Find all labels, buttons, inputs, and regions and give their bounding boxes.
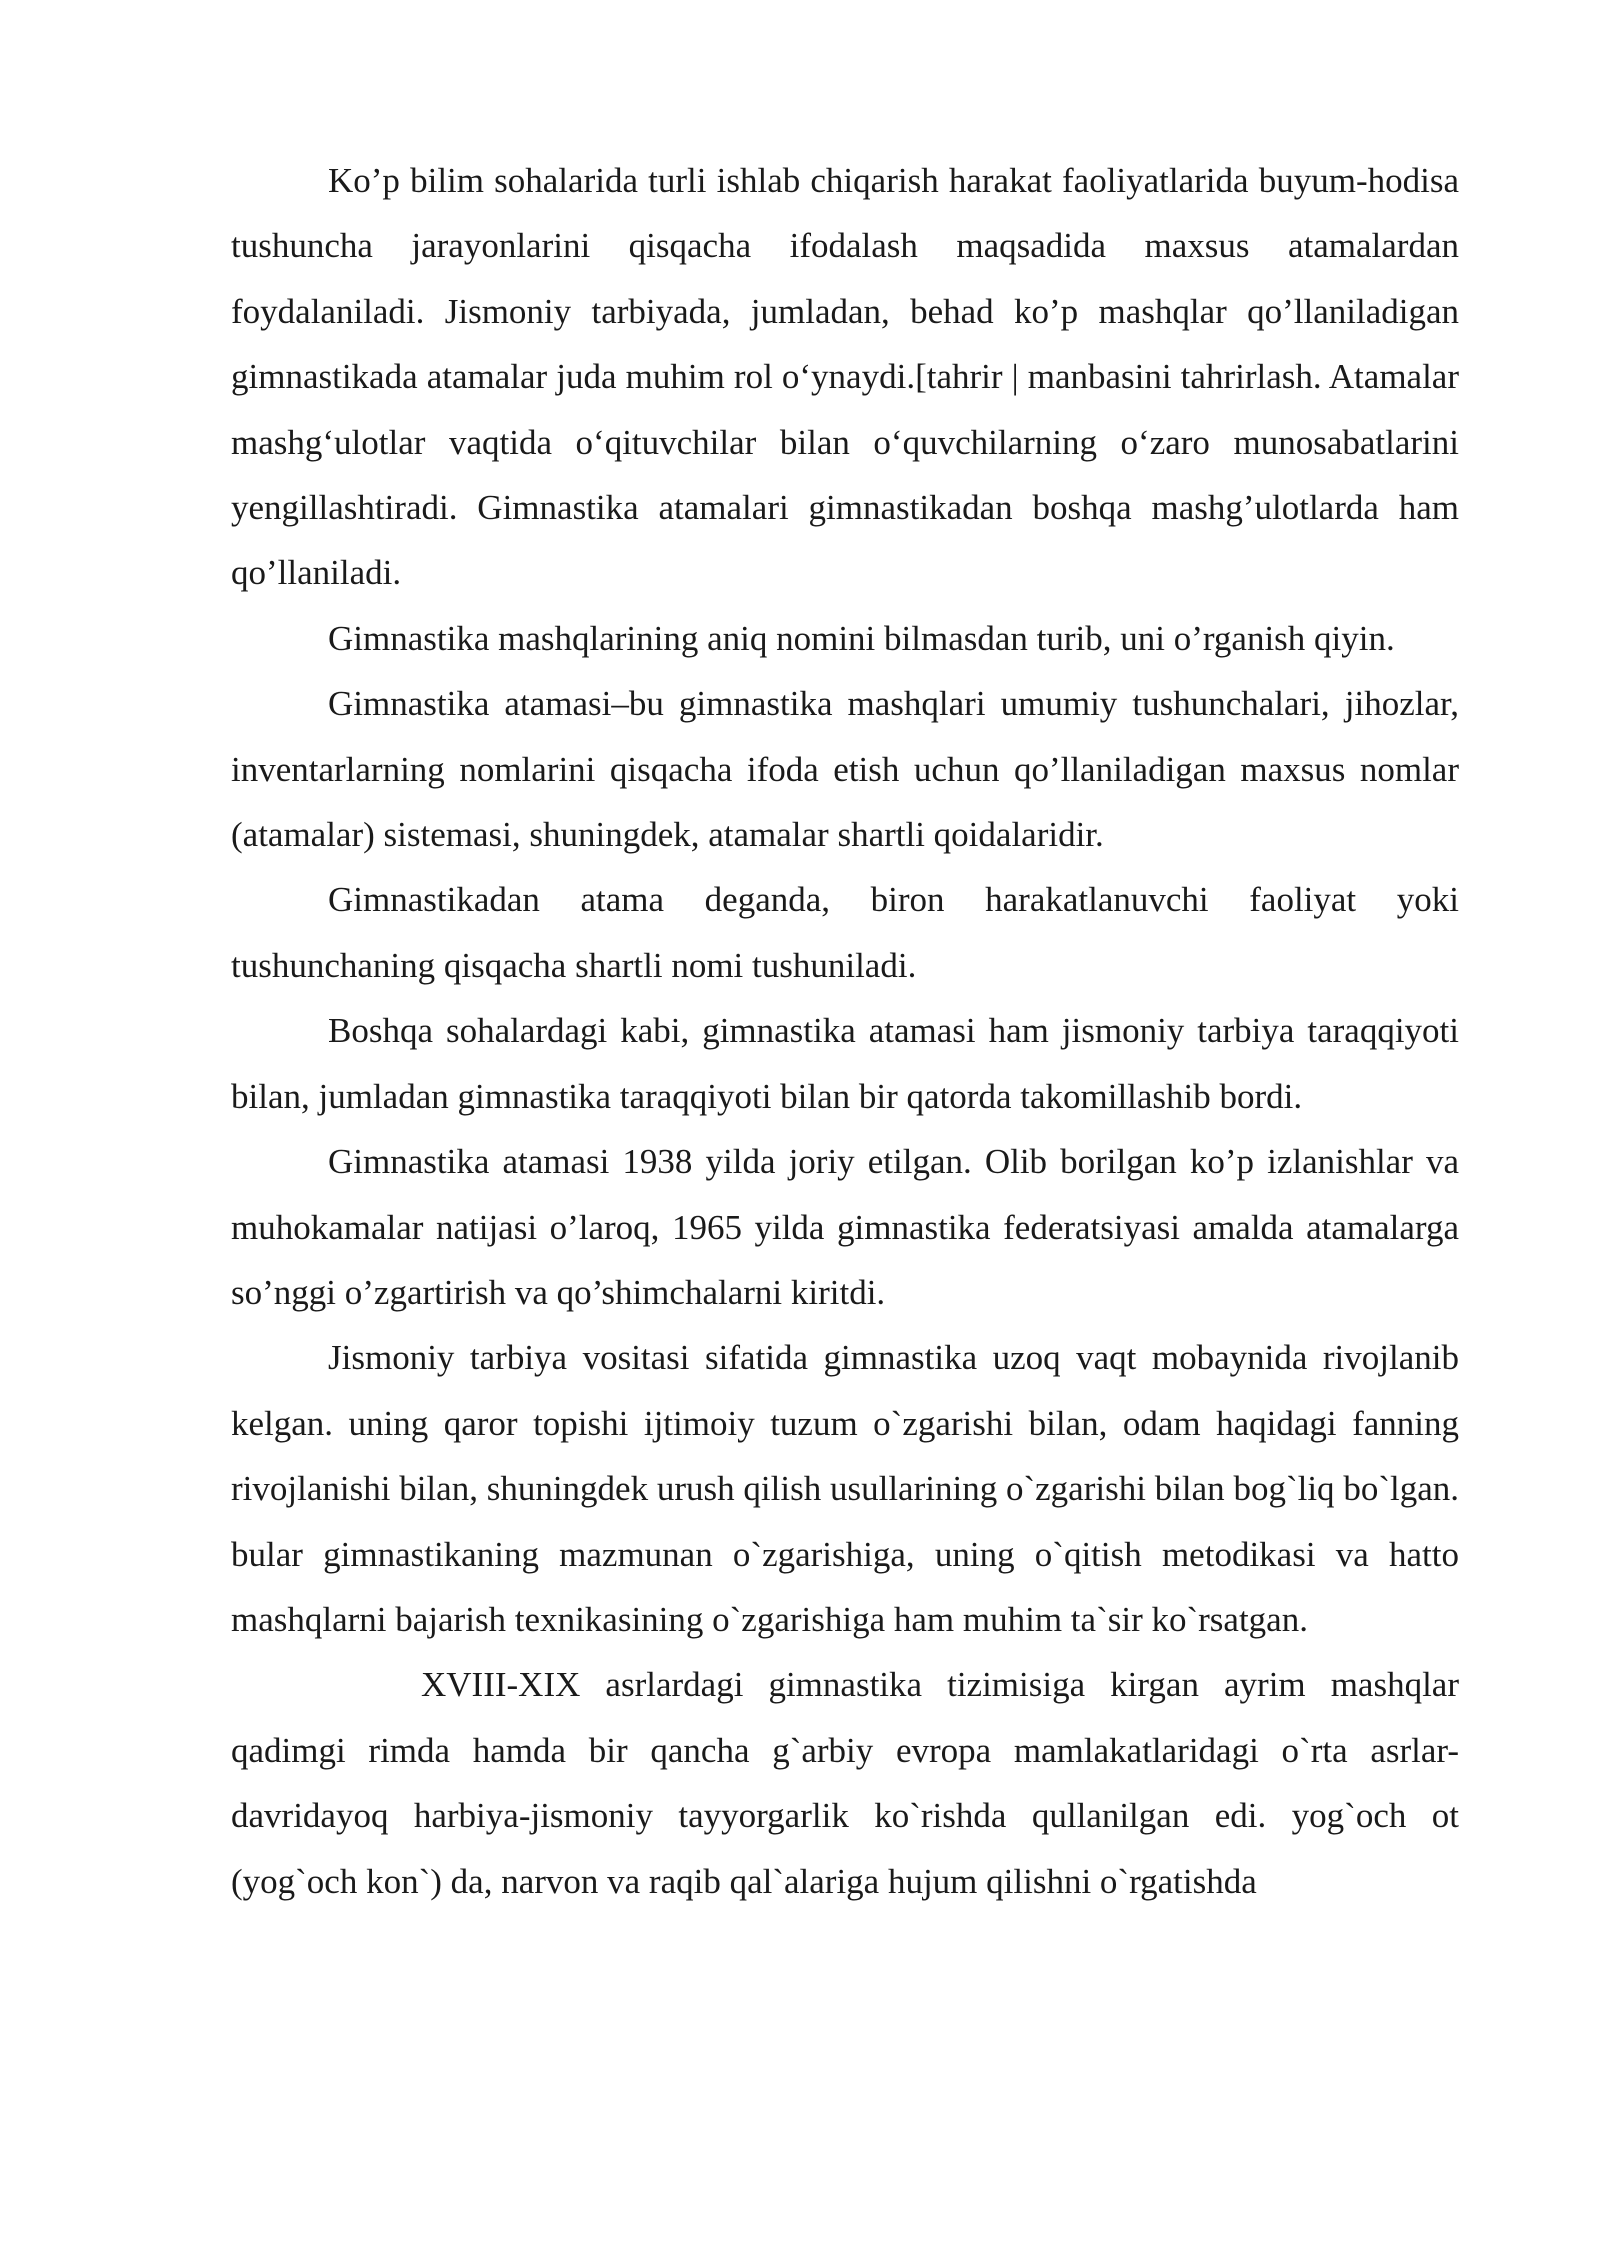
paragraph-5: Boshqa sohalardagi kabi, gimnastika atamasi ham jismoniy tarbiya taraqqiyoti bilan, jumladan gimnastika taraqqiyoti bilan bir qatorda takomillashib bordi. xyxy=(231,1011,1459,1116)
paragraph-2: Gimnastika mashqlarining aniq nomini bilmasdan turib, uni o’rganish qiyin. xyxy=(328,618,1395,658)
paragraph-8: XVIII-XIX asrlardagi gimnastika tizimisiga kirgan ayrim mashqlar qadimgi rimda hamda bir qancha g`arbiy evropa mamlakatlaridagi o`rta asrlar-davridayoq harbiya-jismoniy tayyorgarlik ko`rishda qullanilgan edi. yog`och ot (yog`och kon`) da, narvon va raqib qal`alariga hujum qilishni o`rgatishda xyxy=(231,1665,1459,1901)
paragraph-3: Gimnastika atamasi–bu gimnastika mashqlari umumiy tushunchalari, jihozlar, inventarlarning nomlarini qisqacha ifoda etish uchun qo’llaniladigan maxsus nomlar (atamalar) sistemasi, shuningdek, atamalar shartli qoidalaridir. xyxy=(231,684,1459,855)
paragraph-4: Gimnastikadan atama deganda, biron harakatlanuvchi faoliyat yoki tushunchaning qisqacha shartli nomi tushuniladi. xyxy=(231,880,1459,985)
document-body xyxy=(231,148,1459,1914)
paragraph-7: Jismoniy tarbiya vositasi sifatida gimnastika uzoq vaqt mobaynida rivojlanib kelgan. uning qaror topishi ijtimoiy tuzum o`zgarishi bilan, odam haqidagi fanning rivojlanishi bilan, shuningdek urush qilish usullarining o`zgarishi bilan bog`liq bo`lgan. bular gimnastikaning mazmunan o`zgarishiga, uning o`qitish metodikasi va hatto mashqlarni bajarish texnikasining o`zgarishiga ham muhim ta`sir ko`rsatgan. xyxy=(231,1338,1459,1639)
paragraph-6: Gimnastika atamasi 1938 yilda joriy etilgan. Olib borilgan ko’p izlanishlar va muhokamalar natijasi o’laroq, 1965 yilda gimnastika federatsiyasi amalda atamalarga so’nggi o’zgartirish va qo’shimchalarni kiritdi. xyxy=(231,1142,1459,1312)
paragraph-1: Ko’p bilim sohalarida turli ishlab chiqarish harakat faoliyatlarida buyum-hodisa tushuncha jarayonlarini qisqacha ifodalash maqsadida maxsus atamalardan foydalaniladi. Jismoniy tarbiyada, jumladan, behad ko’p mashqlar qo’llaniladigan gimnastikada atamalar juda muhim rol o‘ynaydi.[tahrir | manbasini tahrirlash. Atamalar mashg‘ulotlar vaqtida o‘qituvchilar bilan o‘quvchilarning o‘zaro munosabatlarini yengillashtiradi. Gimnastika atamalari gimnastikadan boshqa mashg’ulotlarda ham qo’llaniladi. xyxy=(231,161,1459,593)
